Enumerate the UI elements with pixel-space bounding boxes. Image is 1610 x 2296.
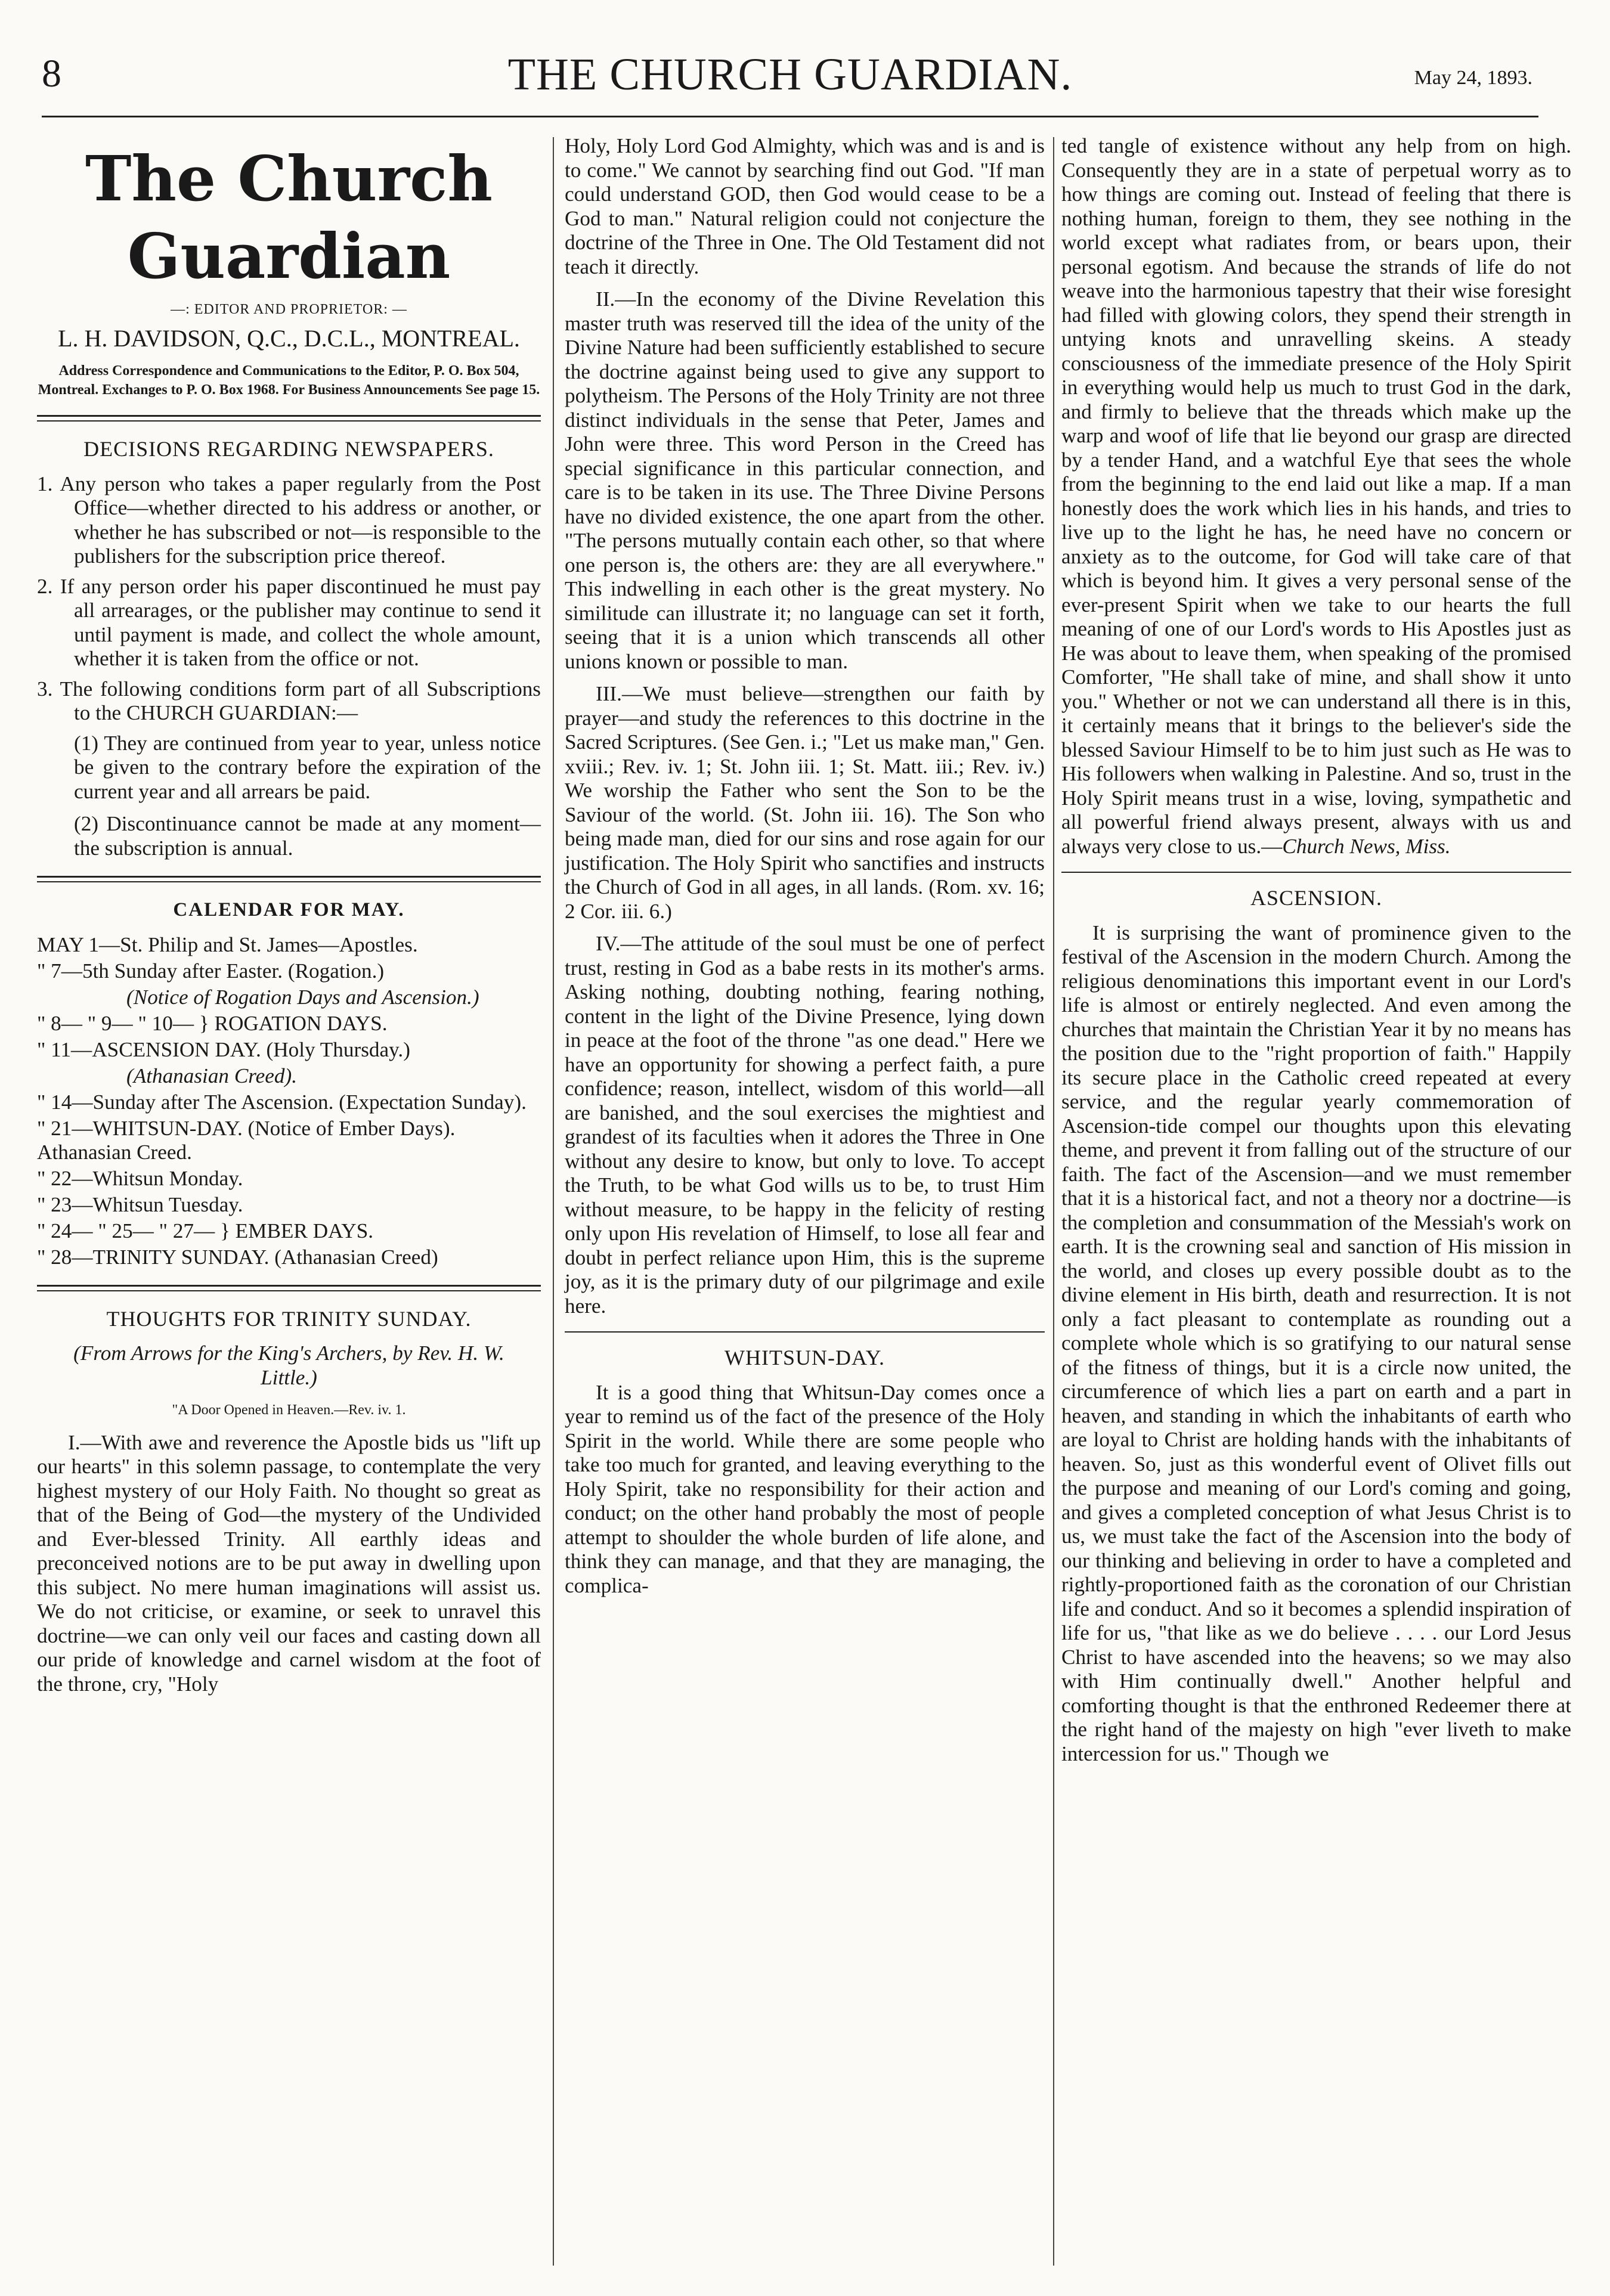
double-rule bbox=[37, 876, 541, 882]
decisions-item-1: 1. Any person who takes a paper regularly from the Post Office—whether directed to his address or another, or whether he has subscribed or not—is responsible to the publishers for the subscription price thereof. bbox=[37, 472, 541, 568]
trinity-para-1-cont: Holy, Holy Lord God Almighty, which was and is and is to come." We cannot by searching find out God. "If man could understand GOD, then God would cease to be a God to man." Natural religion could not conjecture the doctrine of the Three in One. The Old Testament did not teach it directly. bbox=[565, 134, 1045, 278]
double-rule bbox=[37, 415, 541, 422]
whitsun-para-1-cont bbox=[1061, 134, 1571, 859]
calendar-entry: (Notice of Rogation Days and Ascension.) bbox=[126, 985, 479, 1009]
trinity-para-1: I.—With awe and reverence the Apostle bids us "lift up our hearts" in this solemn passage, to contemplate the very highest mystery of our Holy Faith. No thought so great as that of the Being of God—the mystery of the Undivided and Ever-blessed Trinity. All earthly ideas and preconceived notions are to be put away in dwelling upon this subject. No mere human imaginations will assist us. We do not criticise, or examine, or seek to unravel this doctrine—we can only veil our faces and casting down all our pride of knowledge and carnel wisdom at the foot of the throne, cry, "Holy bbox=[37, 1430, 541, 1696]
decisions-item-2: 2. If any person order his paper discontinued he must pay all arrearages, or the publisher may continue to send it until payment is made, and collect the whole amount, whether it is taken from the office or not. bbox=[37, 574, 541, 670]
whitsun-para-1: It is a good thing that Whitsun-Day comes once a year to remind us of the fact of the presence of the Holy Spirit in the world. While there are some people who take too much for granted, and leaving everything to the Holy Spirit, take no responsibility for their action and conduct; on the other hand probably the most of people attempt to shoulder the whole burden of life alone, and think they can manage, and that they are managing, the complica- bbox=[565, 1380, 1045, 1597]
page-header bbox=[42, 49, 1538, 120]
calendar-entry: " 28—TRINITY SUNDAY. (Athanasian Creed) bbox=[37, 1245, 438, 1269]
calendar-entry: " 7—5th Sunday after Easter. (Rogation.) bbox=[37, 959, 385, 983]
calendar-entry: " 8— " 9— " 10— } ROGATION DAYS. bbox=[37, 1011, 388, 1035]
decisions-item-3a: (1) They are continued from year to year, unless notice be given to the contrary before the expiration of the current year and all arrears be paid. bbox=[74, 731, 541, 803]
section-rule bbox=[565, 1331, 1045, 1333]
issue-date: May 24, 1893. bbox=[1414, 67, 1532, 89]
column-divider bbox=[553, 137, 554, 2266]
whitsun-title: WHITSUN-DAY. bbox=[724, 1346, 885, 1369]
trinity-para-4: IV.—The attitude of the soul must be one of perfect trust, resting in God as a babe rests in its mother's arms. Asking nothing, doubting nothing, fearing nothing, content in the light of the Divine Presence, lying down in peace at the foot of the throne "as one dead." Here we have an opportunity for showing a perfect faith, a pure confidence; reason, intellect, wisdom of this world—all are banished, and the soul exercises the mightiest and grandest of its faculties when it adores the Three in One without any desire to know, but only to love. To accept the Truth, to be what God wills us to be, to trust Him without measure, to be happy in the felicity of resting only upon His revelation of Himself, to lose all fear and doubt in perfect reliance upon Him, this is the supreme joy, as it is the primary duty of our pilgrimage and exile here. bbox=[565, 932, 1045, 1318]
ascension-title: ASCENSION. bbox=[1250, 886, 1383, 910]
trinity-para-3: III.—We must believe—strengthen our faith by prayer—and study the references to this doctrine in the Sacred Scriptures. (See Gen. i.; "Let us make man," Gen. xviii.; Rev. iv. 1; St. John iii. 1; St. Matt. iii.; Rev. iv.) We worship the Father who sent the Son to be the Saviour of the world. (St. John iii. 16). The Son who being made man, died for our sins and rose again for our justification. The Holy Spirit who sanctifies and instructs the Church of God in all ages, in all lands. (Rom. xv. 16; 2 Cor. iii. 6.) bbox=[565, 682, 1045, 923]
calendar-entry: (Athanasian Creed). bbox=[126, 1064, 298, 1087]
trinity-para-2: II.—In the economy of the Divine Revelation this master truth was reserved till the idea of the unity of the Divine Nature had been sufficiently established to secure the doctrine against being used to give any support to polytheism. The Persons of the Holy Trinity are not three distinct individuals in the sense that Peter, James and John were three. This word Person in the Creed has special significance in this particular connection, and care is to be taken in its use. The Three Divine Persons have no divided existence, the one apart from the other. "The persons mutually contain each other, so that where one person is, the others are: they are all everywhere." This indwelling in each other is the great mystery. No similitude can illustrate it; no language can set it forth, seeing that it is a union which transcends all other unions known or possible to man. bbox=[565, 287, 1045, 673]
whitsun-body: ted tangle of existence without any help from on high. Consequently they are in a state of perpetual worry as to how things are coming out. Instead of feeling that there is nothing human, foreign to them, they see nothing in the world except what radiates from, or bears upon, their personal egotism. And because the strands of life do not weave into the harmonious tapestry that their wise foresight had filled with glowing colors, they spend their strength in untying knots and unravelling skeins. A steady consciousness of the immediate presence of the Holy Spirit in everything would help us much to trust God in the dark, and firmly to believe that the threads which make up the warp and woof of life that lie beyond our grasp are directed by a tender Hand, and a watchful Eye that sees the whole from the beginning to the end laid out like a map. If a man honestly does the work which lies in his hands, and tries to live up to the light he has, he need have no concern or anxiety as to the outcome, for God will take care of that which is beyond him. It gives a very personal sense of the ever-present Spirit when we take to our hearts the full meaning of one of our Lord's words to His Apostles just as He was about to leave them, when speaking of the promised Comforter, "He shall take of mine, and shall show it unto you." Whether or not we can understand all there is in this, it certainly means that it brings to the believer's side the blessed Saviour Himself to be to him just such as He was to His followers when walking in Palestine. And so, trust in the Holy Spirit means trust in a wise, loving, sympathetic and all powerful friend always present, always with us and always very close to us.— bbox=[1061, 134, 1571, 858]
calendar-entry: MAY 1—St. Philip and St. James—Apostles. bbox=[37, 932, 418, 956]
calendar-entry: " 24— " 25— " 27— } EMBER DAYS. bbox=[37, 1219, 374, 1242]
double-rule bbox=[37, 1285, 541, 1291]
page-number: 8 bbox=[42, 52, 61, 95]
column-2 bbox=[565, 134, 1045, 1606]
column-divider bbox=[1053, 137, 1054, 2266]
calendar-entry: " 11—ASCENSION DAY. (Holy Thursday.) bbox=[37, 1037, 410, 1061]
trinity-title: THOUGHTS FOR TRINITY SUNDAY. bbox=[106, 1306, 472, 1331]
ascension-para-1: It is surprising the want of prominence given to the festival of the Ascension in the modern Church. Among the religious denominations this important event in our Lord's life is almost or entirely neglected. And even among the churches that maintain the Christian Year it by no means has the position due to the "right proportion of faith." Happily its secure place in the Catholic creed repeated at every service, and the regular yearly commemoration of Ascension-tide compel our thoughts upon this elevating theme, and prevent it from falling out of the structure of our faith. The fact of the Ascension—and we must remember that it is a historical fact, and not a theory nor a doctrine—is the completion and consummation of the Messiah's work on earth. It is the crowning seal and sanction of His mission in the world, and closes up every possible doubt as to the divine element in His birth, death and resurrection. It is not only a fact pleasant to contemplate as rounding out a complete whole which is so gratifying to our natural sense of the fitness of things, but it is a circle now united, the circumference of which lies a part on earth and a part in heaven, and standing in which the inhabitants of earth who are loyal to Christ are holding hands with the inhabitants of heaven. So, just as this wonderful event of Olivet fills out the purpose and meaning of our Lord's coming and going, and gives a completed conception of what Jesus Christ is to us, we must take the fact of the Ascension into the body of our thinking and believing in order to have a completed and rightly-proportioned faith as the coronation of our Christian life and conduct. And so it becomes a splendid inspiration of life for us, "that like as we do believe . . . . our Lord Jesus Christ to have ascended into the heavens; so we may also with Him continually dwell." Another helpful and comforting thought is that the enthroned Redeemer there at the right hand of the majesty on high "ever liveth to make intercession for us." Though we bbox=[1061, 921, 1571, 1765]
decisions-item-3: 3. The following conditions form part of all Subscriptions to the CHURCH GUARDIAN:— bbox=[37, 677, 541, 724]
calendar-entry: " 14—Sunday after The Ascension. (Expectation Sunday). bbox=[37, 1090, 527, 1114]
decisions-item-3b: (2) Discontinuance cannot be made at any moment—the subscription is annual. bbox=[74, 812, 541, 860]
header-rule bbox=[42, 116, 1538, 117]
column-1 bbox=[37, 134, 541, 1705]
calendar-title: CALENDAR FOR MAY. bbox=[173, 899, 405, 921]
section-rule bbox=[1061, 872, 1571, 873]
trinity-epigraph: "A Door Opened in Heaven.—Rev. iv. 1. bbox=[172, 1402, 406, 1418]
address-notice: Address Correspondence and Communications to the Editor, P. O. Box 504, Montreal. Exchanges to P. O. Box 1968. For Business Announcements See page 15. bbox=[38, 363, 540, 398]
editor-label: —: EDITOR AND PROPRIETOR: — bbox=[171, 302, 407, 317]
masthead-title: The Church Guardian bbox=[85, 142, 493, 293]
whitsun-signature: Church News, Miss. bbox=[1282, 834, 1451, 858]
calendar-entry: " 22—Whitsun Monday. bbox=[37, 1166, 243, 1190]
newspaper-title: THE CHURCH GUARDIAN. bbox=[507, 49, 1073, 100]
trinity-source: (From Arrows for the King's Archers, by Rev. H. W. Little.) bbox=[73, 1341, 504, 1389]
decisions-title: DECISIONS REGARDING NEWSPAPERS. bbox=[83, 437, 494, 461]
calendar-entry: " 21—WHITSUN-DAY. (Notice of Ember Days). Athanasian Creed. bbox=[37, 1116, 456, 1164]
editor-name: L. H. DAVIDSON, Q.C., D.C.L., MONTREAL. bbox=[58, 324, 520, 352]
calendar-entry: " 23—Whitsun Tuesday. bbox=[37, 1192, 243, 1216]
column-3 bbox=[1061, 134, 1571, 1774]
